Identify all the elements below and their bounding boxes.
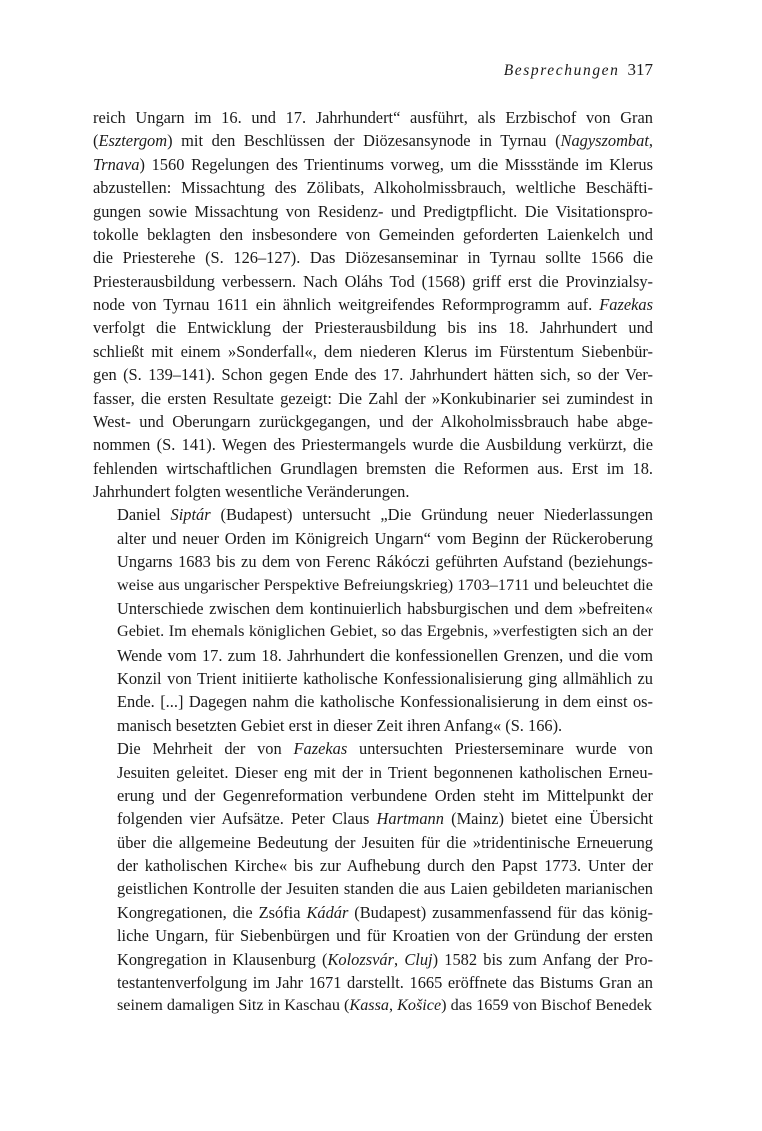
text-line	[93, 761, 653, 784]
italic-text: Fazekas	[599, 295, 653, 314]
text-run: schließt mit einem »Sonderfall«, dem niederen Klerus im Fürstentum Siebenbür-	[93, 341, 653, 361]
text-run: (Budapest) zusammenfassend für das könig-	[348, 902, 653, 922]
paragraph	[93, 503, 653, 737]
text-line	[93, 293, 653, 316]
text-line	[93, 597, 653, 620]
text-line	[93, 574, 653, 597]
text-run: über die allgemeine Bedeutung der Jesuiten für die »tridentinische Erneuerung	[117, 832, 653, 852]
paragraph	[93, 106, 653, 503]
page-number: 317	[627, 60, 653, 79]
text-run: Kongregationen, die Zsófia	[117, 902, 307, 922]
text-run: Jesuiten geleitet. Dieser eng mit der in Trient begonnenen katholischen Erneu-	[117, 762, 653, 782]
text-run: erung und der Gegenreformation verbundene Orden steht im Mittelpunkt der	[117, 785, 653, 805]
text-run: Priesterausbildung verbessern. Nach Oláhs Tod (1568) griff erst die Provinzialsy-	[93, 271, 653, 291]
text-line	[93, 340, 653, 363]
paragraph	[93, 737, 653, 1018]
text-run: Ende. [...] Dagegen nahm die katholische Konfessionalisierung in dem einst os-	[117, 692, 653, 712]
text-run: fehlenden wirtschaftlichen Grundlagen bremsten die Reformen aus. Erst im 18.	[93, 458, 653, 478]
text-line	[93, 503, 653, 526]
text-run: verfolgt die Entwicklung der Priesterausbildung bis ins 18. Jahrhundert und	[93, 318, 653, 338]
text-run: Kongregation in Klausenburg (	[117, 949, 328, 969]
text-run: Unterschiede zwischen dem kontinuierlich habsburgischen und dem »befreiten«	[117, 598, 653, 618]
text-run: ,	[389, 996, 398, 1015]
text-run: Jahrhundert folgten wesentliche Veränderungen.	[93, 482, 410, 501]
running-head-title: Besprechungen	[503, 62, 620, 79]
text-line	[93, 270, 653, 293]
text-run: (Mainz) bietet eine Übersicht	[443, 809, 654, 829]
text-line	[93, 690, 653, 713]
text-run: liche Ungarn, für Siebenbürgen und für Kroatien von der Gründung der ersten	[117, 926, 653, 946]
text-run: geistlichen Kontrolle der Jesuiten standen die aus Laien gebildeten marianischen	[117, 879, 653, 899]
text-run: nommen (S. 141). Wegen des Priestermangels wurde die Ausbildung verkürzt, die	[93, 435, 653, 455]
text-line	[93, 176, 653, 199]
text-run: Konzil von Trient initiierte katholische Konfessionalisierung ging allmählich zu	[117, 669, 653, 688]
text-run: untersuchten Priesterseminare wurde von	[347, 739, 653, 759]
text-run: ,	[393, 949, 405, 969]
text-run: gungen sowie Missachtung von Residenz- und Predigtpflicht. Die Visitationspro-	[93, 201, 653, 221]
text-run: seinem damaligen Sitz in Kaschau (	[117, 996, 350, 1015]
text-run: Wende vom 17. zum 18. Jahrhundert die konfessionellen Grenzen, und die vom	[117, 645, 653, 665]
text-line	[93, 924, 653, 947]
text-run: Ungarns 1683 bis zu dem von Ferenc Rákóczi geführten Aufstand (beziehungs-	[117, 552, 653, 572]
text-run: node von Tyrnau 1611 ein ähnlich weitgreifendes Reformprogramm auf.	[93, 295, 600, 314]
italic-text: Cluj	[404, 949, 433, 969]
text-run: testantenverfolgung im Jahr 1671 darstellt. 1665 eröffnete das Bistums Gran an	[117, 972, 653, 992]
text-run: tokolle beklagten den insbesondere von Gemeinden geforderten Laienkelch und	[93, 224, 653, 244]
text-run: ) 1560 Regelungen des Trientinums vorweg, um die Missstände im Klerus	[139, 154, 653, 174]
text-line	[93, 877, 653, 900]
text-run: fasser, die ersten Resultate gezeigt: Die Zahl der »Konkubinarier sei zumindest in	[93, 388, 653, 408]
italic-text: Nagyszombat	[560, 131, 649, 151]
text-line	[93, 316, 653, 339]
text-line	[93, 246, 653, 269]
text-line	[93, 971, 653, 994]
text-line	[93, 457, 653, 480]
text-line	[93, 994, 653, 1017]
text-run: Daniel	[117, 505, 171, 525]
italic-text: Siptár	[170, 505, 211, 525]
text-run: reich Ungarn im 16. und 17. Jahrhundert“ ausführt, als Erzbischof von Gran	[93, 108, 653, 127]
text-line	[93, 667, 653, 690]
text-run: ) das 1659 von Bischof Benedek	[441, 996, 653, 1015]
text-line	[93, 363, 653, 386]
text-run: manisch besetzten Gebiet erst in dieser Zeit ihren Anfang« (S. 166).	[117, 715, 563, 735]
italic-text: Esztergom	[98, 131, 168, 151]
text-line	[93, 620, 653, 643]
running-head	[504, 60, 653, 80]
body-text	[93, 106, 653, 1018]
text-line	[93, 550, 653, 573]
text-line	[93, 200, 653, 223]
italic-text: Hartmann	[376, 809, 444, 829]
text-run: (	[93, 131, 99, 151]
text-line	[93, 223, 653, 246]
text-line	[93, 527, 653, 550]
text-line	[93, 831, 653, 854]
text-run: West- und Oberungarn zurückgegangen, und der Alkoholmissbrauch habe abge-	[93, 411, 653, 431]
italic-text: Fazekas	[293, 739, 348, 759]
text-line	[93, 737, 653, 760]
text-line	[93, 901, 653, 924]
text-line	[93, 854, 653, 877]
text-run: alter und neuer Orden im Königreich Ungarn“ vom Beginn der Rückeroberung	[117, 528, 653, 548]
text-run: ) mit den Beschlüssen der Diözesansynode in Tyrnau (	[167, 131, 561, 151]
text-run: gen (S. 139–141). Schon gegen Ende des 17. Jahrhundert hätten sich, so der Ver-	[93, 365, 653, 385]
text-run: Die Mehrheit der von	[117, 739, 294, 759]
text-line	[93, 433, 653, 456]
text-run: ) 1582 bis zum Anfang der Pro-	[432, 949, 653, 969]
text-line	[93, 644, 653, 667]
text-line	[93, 387, 653, 410]
text-line	[93, 410, 653, 433]
italic-text: Kolozsvár	[327, 949, 394, 969]
text-run: folgenden vier Aufsätze. Peter Claus	[117, 809, 377, 829]
text-line	[93, 807, 653, 830]
italic-text: Košice	[397, 996, 442, 1015]
text-line	[93, 129, 653, 152]
text-run: der katholischen Kirche« bis zur Aufhebung durch den Papst 1773. Unter der	[117, 856, 653, 875]
text-line	[93, 784, 653, 807]
text-run: weise aus ungarischer Perspektive Befreiungskrieg) 1703–1711 und beleuchtet die	[117, 575, 653, 594]
text-line	[93, 153, 653, 176]
text-line	[93, 714, 653, 737]
text-line	[93, 480, 653, 503]
italic-text: Trnava	[93, 154, 140, 174]
italic-text: Kassa	[349, 996, 389, 1015]
text-run: die Priesterehe (S. 126–127). Das Diözesanseminar in Tyrnau sollte 1566 die	[93, 248, 653, 268]
text-line	[93, 106, 653, 129]
text-run: Gebiet. Im ehemals königlichen Gebiet, so das Ergebnis, »verfestigten sich an der	[117, 622, 653, 641]
text-run: abzustellen: Missachtung des Zölibats, Alkoholmissbrauch, weltliche Beschäfti-	[93, 178, 653, 198]
text-run: (Budapest) untersucht „Die Gründung neuer Niederlassungen	[210, 505, 653, 525]
text-line	[93, 948, 653, 971]
italic-text: Kádár	[306, 902, 349, 922]
text-run: ,	[648, 131, 653, 151]
